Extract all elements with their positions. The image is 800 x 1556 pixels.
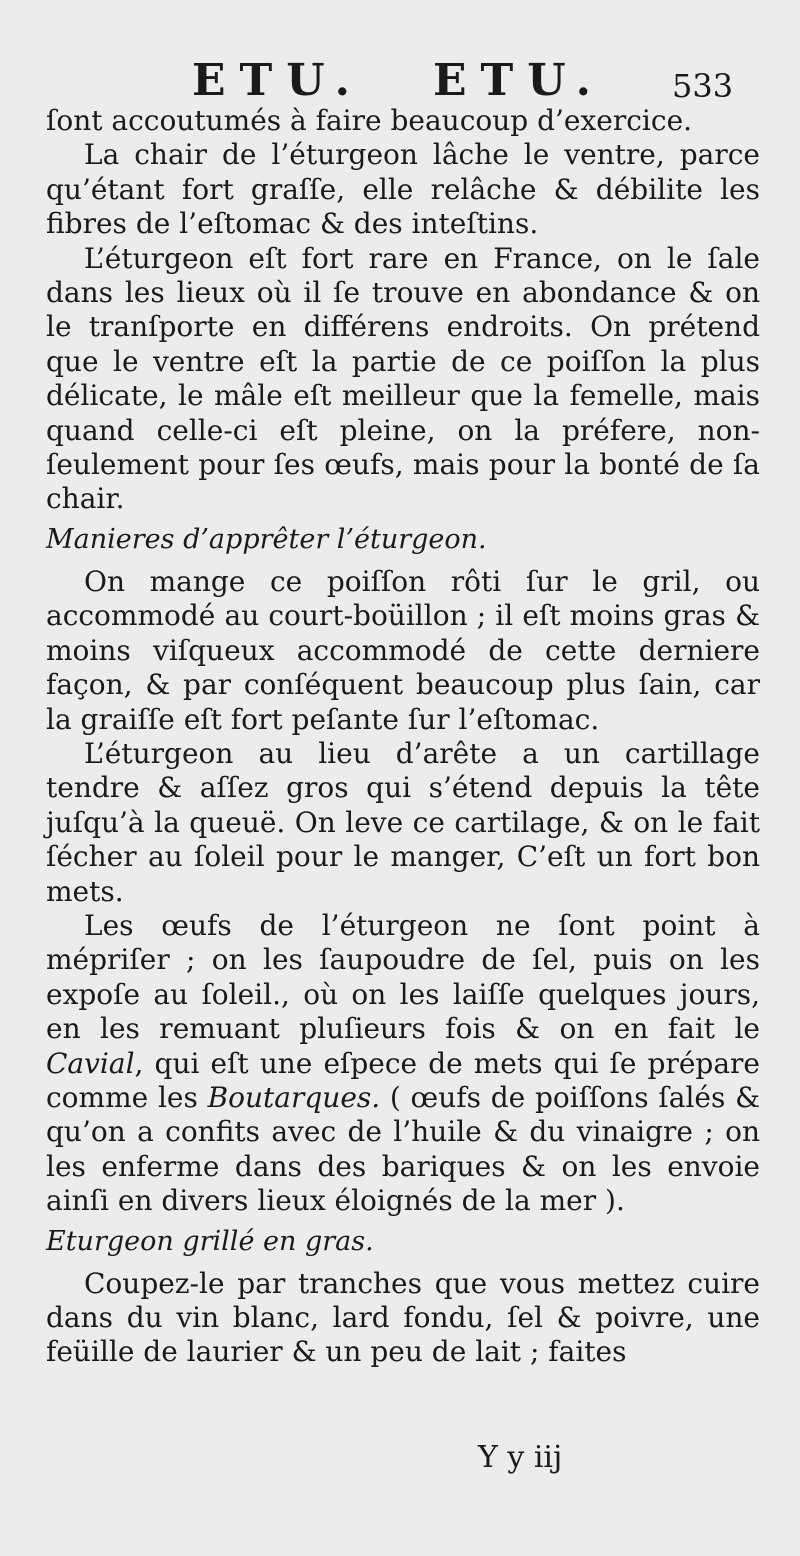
- italic-term-cavial: Cavial: [46, 1046, 135, 1080]
- italic-term-boutarques: Boutarques.: [207, 1080, 381, 1114]
- paragraph: La chair de l’éturgeon lâche le ventre, parce qu’étant fort graſſe, elle relâche & débilite les fibres de l’eſtomac & des inteſtins.: [46, 138, 760, 241]
- header-right-word: ETU.: [433, 55, 605, 106]
- section-heading: Manieres d’apprêter l’éturgeon.: [46, 523, 487, 555]
- page-number: 533: [672, 67, 734, 105]
- header-left-word: ETU.: [192, 55, 364, 106]
- section-heading: Eturgeon grillé en gras.: [46, 1225, 374, 1257]
- paragraph-text: , qui eſt une eſpece de mets qui ſe prépare comme les: [46, 1046, 760, 1114]
- page-body: [46, 104, 760, 1370]
- paragraph: L’éturgeon au lieu d’arête a un cartillage tendre & aſſez gros qui s’étend depuis la tête juſqu’à la queuë. On leve ce cartilage, & on le fait ſécher au ſoleil pour le manger, C’eſt un fort bon mets.: [46, 736, 760, 908]
- paragraph-continuation: ſont accoutumés à faire beaucoup d’exercice.: [46, 104, 693, 137]
- paragraph-text: ( œufs de poiſſons ſalés & qu’on a confits avec de l’huile & du vinaigre ; on les enferme dans des bariques & on les envoie ainſi en divers lieux éloignés de la mer ).: [46, 1080, 761, 1218]
- paragraph: On mange ce poiſſon rôti ſur le gril, ou accommodé au court-boüillon ; il eſt moins gras & moins viſqueux accommodé de cette derniere façon, & par conſéquent beaucoup plus ſain, car la graiſſe eſt fort peſante ſur l’eſtomac.: [46, 564, 760, 736]
- paragraph: [46, 909, 760, 1219]
- signature-mark: Y y iij: [478, 1440, 563, 1475]
- paragraph-text: Les œufs de l’éturgeon ne ſont point à mépriſer ; on les ſaupoudre de ſel, puis on les expoſe au ſoleil., où on les laiſſe quelques jours, en les remuant pluſieurs fois & on en fait le: [46, 908, 760, 1046]
- paragraph: Coupez-le par tranches que vous mettez cuire dans du vin blanc, lard fondu, ſel & poivre, une feüille de laurier & un peu de lait ; faites: [46, 1266, 760, 1369]
- running-header: [0, 56, 800, 106]
- paragraph: L’éturgeon eſt fort rare en France, on le ſale dans les lieux où il ſe trouve en abondance & on le tranſporte en différens endroits. On prétend que le ventre eſt la partie de ce poiſſon la plus délicate, le mâle eſt meilleur que la femelle, mais quand celle-ci eſt pleine, on la préfere, non-ſeulement pour ſes œufs, mais pour la bonté de ſa chair.: [46, 241, 760, 516]
